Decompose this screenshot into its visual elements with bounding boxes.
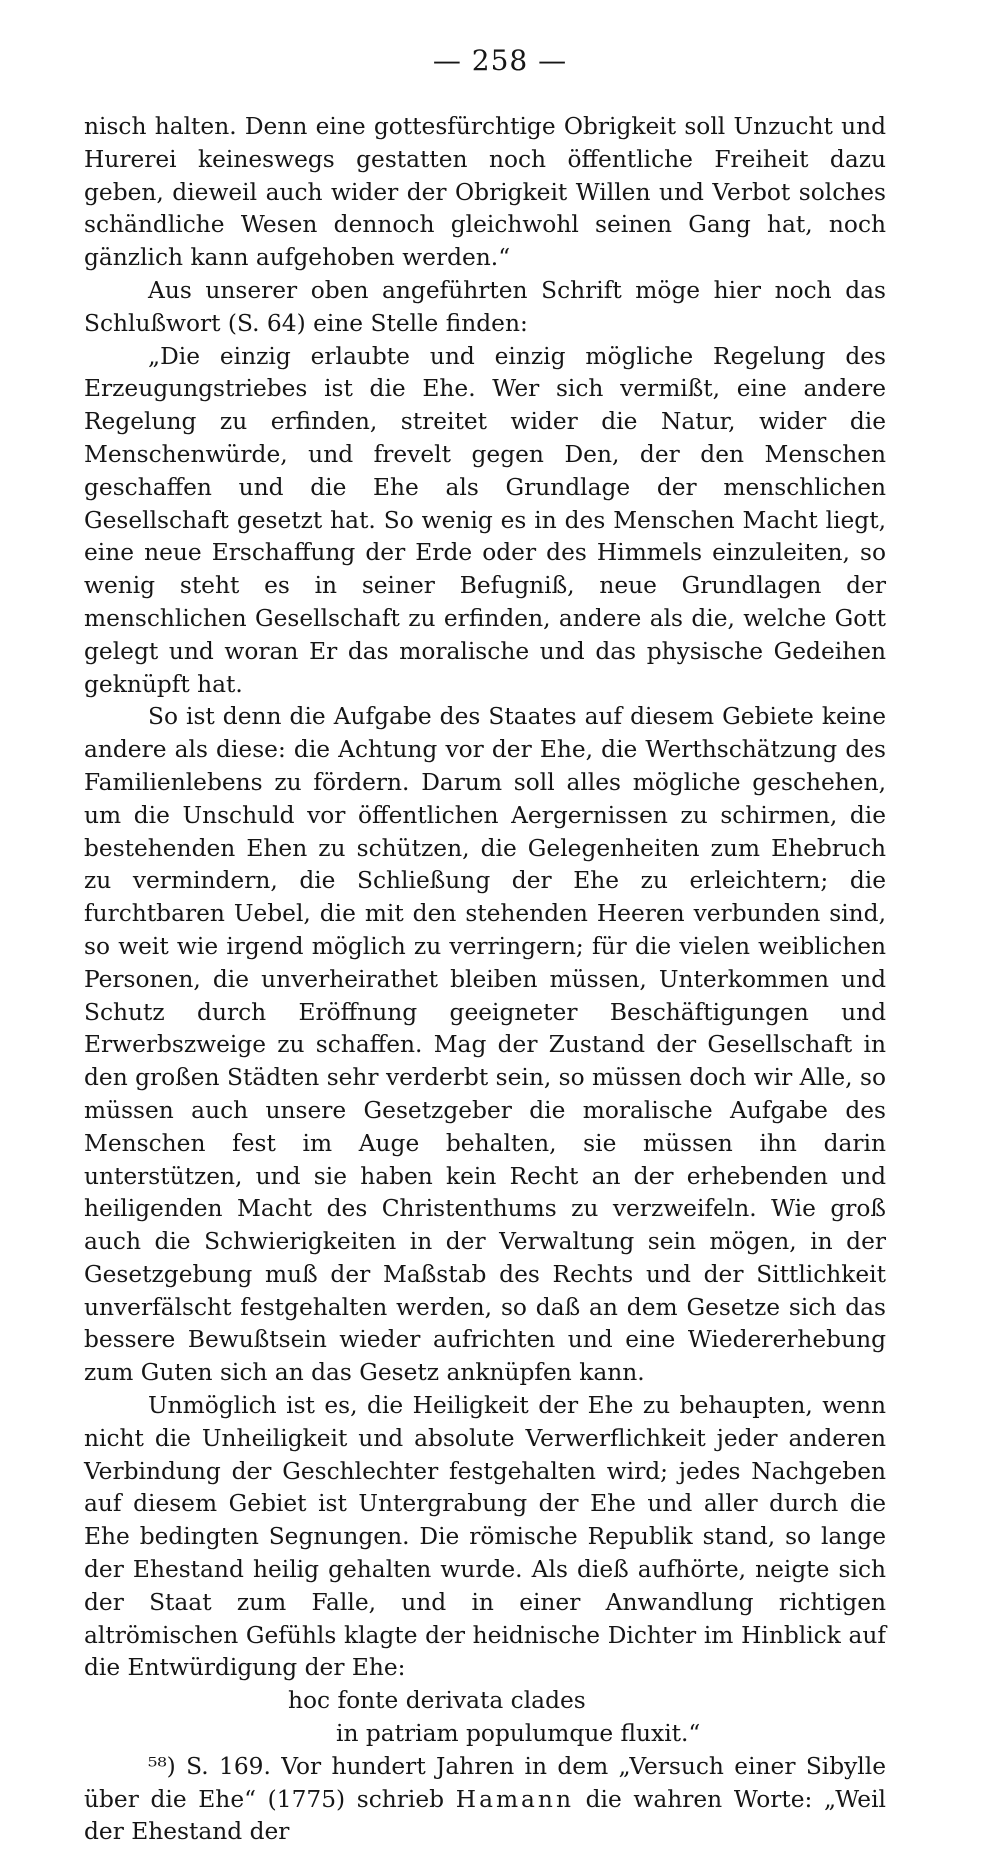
- paragraph-quote: „Die einzig erlaubte und einzig mögliche Regelung des Erzeugungstriebes ist die Ehe. Wer sich vermißt, eine andere Regelung zu erfinden, streitet wider die Natur, wider die Menschenwürde, und frevelt gegen Den, der den Menschen geschaffen und die Ehe als Grundlage der menschlichen Gesellschaft gesetzt hat. So wenig es in des Menschen Macht liegt, eine neue Erschaffung der Erde oder des Himmels einzuleiten, so wenig steht es in seiner Befugniß, neue Grundlagen der menschlichen Gesellschaft zu erfinden, andere als die, welche Gott gelegt und woran Er das moralische und das physische Gedeihen geknüpft hat.: [84, 342, 886, 698]
- page-number: — 258 —: [432, 44, 568, 77]
- footnote-marker: ⁵⁸) S. 169.: [148, 1752, 271, 1780]
- paragraph-marriage: Unmöglich ist es, die Heiligkeit der Ehe zu behaupten, wenn nicht die Unheiligkeit und absolute Verwerflichkeit jeder anderen Verbindung der Geschlechter festgehalten wird; jedes Nachgeben auf diesem Gebiet ist Untergrabung der Ehe und aller durch die Ehe bedingten Segnungen. Die römische Republik stand, so lange der Ehestand heilig gehalten wurde. Als dieß aufhörte, neigte sich der Staat zum Falle, und in einer Anwandlung richtigen altrömischen Gefühls klagte der heidnische Dichter im Hinblick auf die Entwürdigung der Ehe:: [84, 1392, 886, 1682]
- footnote-text-after: die wahren Worte: „Weil der Ehestand der: [84, 1785, 886, 1846]
- verse-line-1: hoc fonte derivata clades: [288, 1687, 586, 1715]
- footnote: [84, 1751, 886, 1849]
- body-text: [84, 111, 886, 1849]
- paragraph-state-duty: So ist denn die Aufgabe des Staates auf diesem Gebiete keine andere als diese: die Achtung vor der Ehe, die Werthschätzung des Familienlebens zu fördern. Darum soll alles mögliche geschehen, um die Unschuld vor öffentlichen Aergernissen zu schirmen, die bestehenden Ehen zu schützen, die Gelegenheiten zum Ehebruch zu vermindern, die Schließung der Ehe zu erleichtern; die furchtbaren Uebel, die mit den stehenden Heeren verbunden sind, so weit wie irgend möglich zu verringern; für die vielen weiblichen Personen, die unverheirathet bleiben müssen, Unterkommen und Schutz durch Eröffnung geeigneter Beschäftigungen und Erwerbszweige zu schaffen. Mag der Zustand der Gesellschaft in den großen Städten sehr verderbt sein, so müssen doch wir Alle, so müssen auch unsere Gesetzgeber die moralische Aufgabe des Menschen fest im Auge behalten, sie müssen ihn darin unterstützen, und sie haben kein Recht an der erhebenden und heiligenden Macht des Christenthums zu verzweifeln. Wie groß auch die Schwierigkeiten in der Verwaltung sein mögen, in der Gesetzgebung muß der Maßstab des Rechts und der Sittlichkeit unverfälscht festgehalten werden, so daß an dem Gesetze sich das bessere Bewußtsein wieder aufrichten und eine Wiedererhebung zum Guten sich an das Gesetz anknüpfen kann.: [84, 703, 886, 1387]
- footnote-author-name: Hamann: [455, 1785, 574, 1813]
- footnote-text-before: Vor hundert Jahren in dem „Versuch einer Sibylle über die Ehe“ (1775) schrieb: [84, 1752, 886, 1813]
- verse-line-2: in patriam populumque fluxit.“: [336, 1720, 701, 1748]
- paragraph-continuation: nisch halten. Denn eine gottesfürchtige Obrigkeit soll Unzucht und Hurerei keineswegs gestatten noch öffentliche Freiheit dazu geben, dieweil auch wider der Obrigkeit Willen und Verbot solches schändliche Wesen dennoch gleichwohl seinen Gang hat, noch gänzlich kann aufgehoben werden.“: [84, 113, 886, 272]
- paragraph-intro: Aus unserer oben angeführten Schrift möge hier noch das Schlußwort (S. 64) eine Stelle finden:: [84, 276, 886, 337]
